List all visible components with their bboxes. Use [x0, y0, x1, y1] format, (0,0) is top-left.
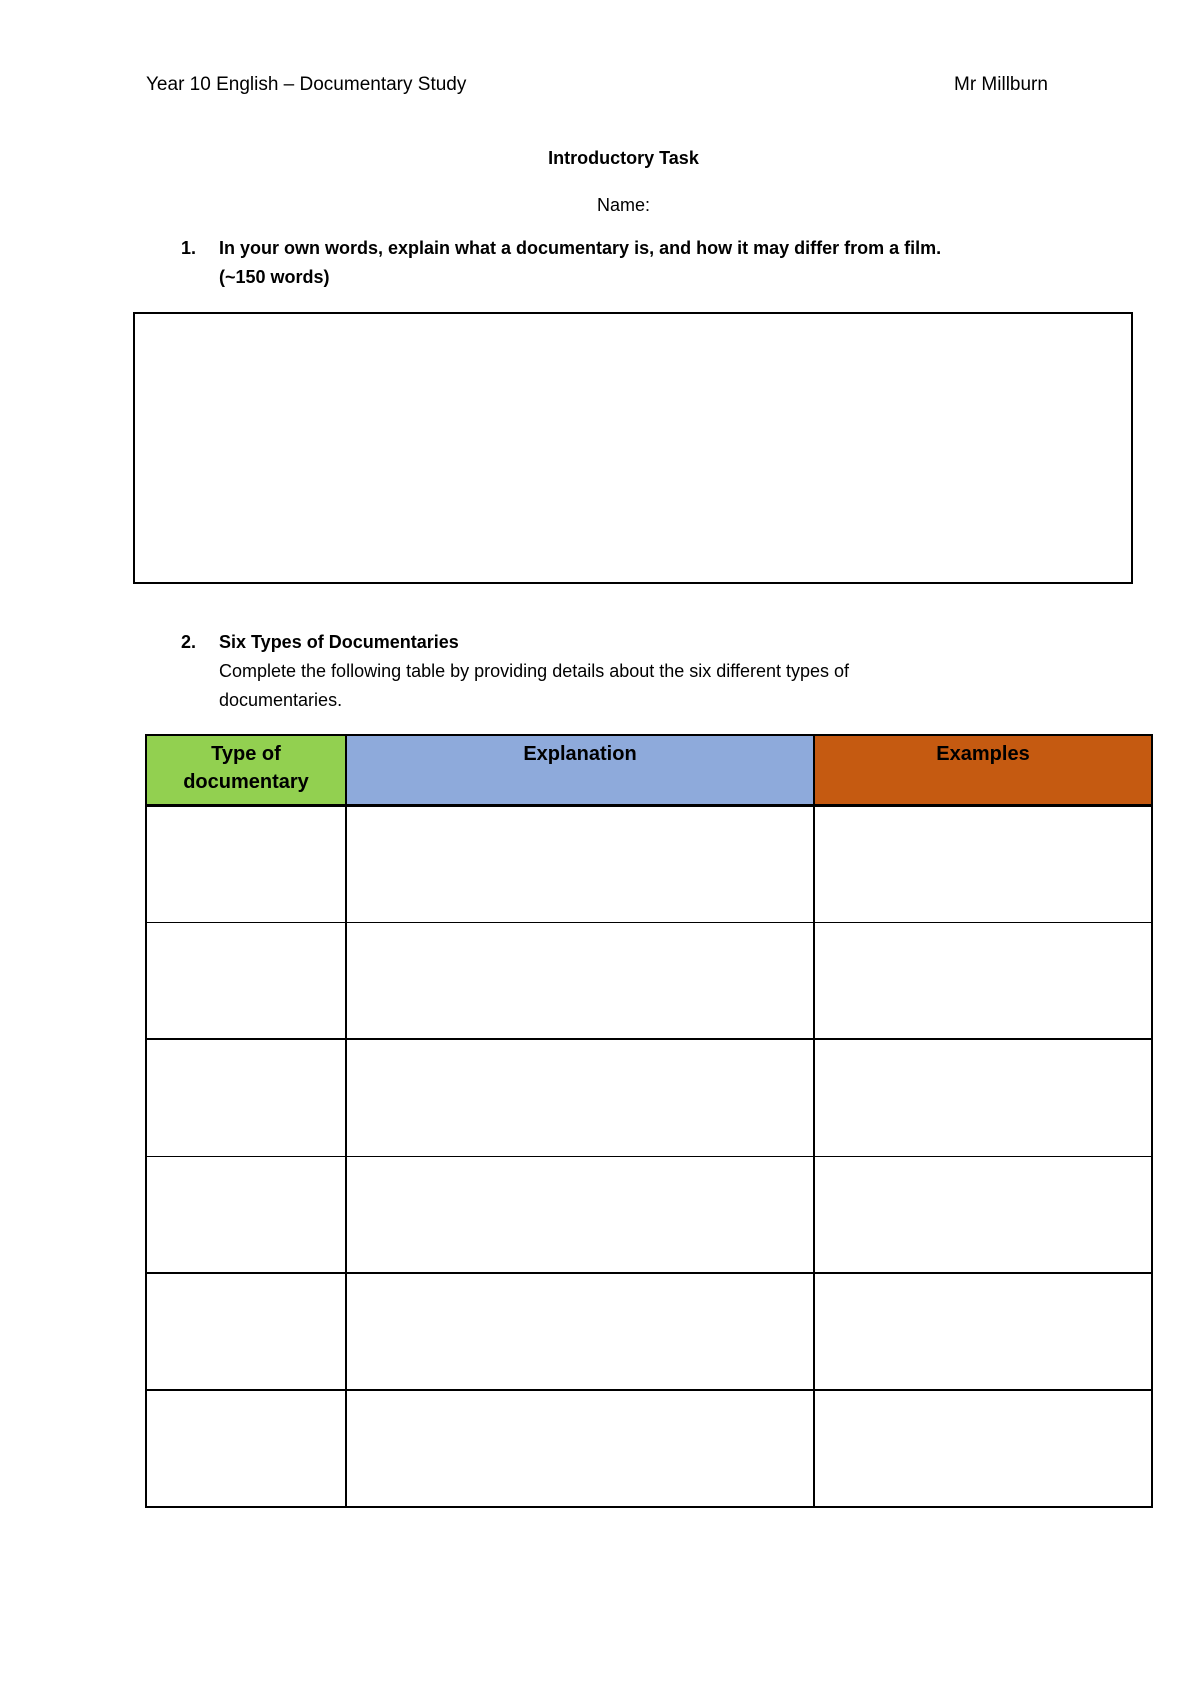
examples-cell[interactable] — [814, 922, 1152, 1039]
header-course-title: Year 10 English – Documentary Study — [146, 74, 467, 95]
question-2-prompt — [219, 628, 1039, 715]
header-type-line-1: Type of — [211, 743, 281, 765]
table-row — [146, 1039, 1152, 1156]
question-2-line-1: Complete the following table by providing details about the six different types of — [219, 661, 850, 681]
question-2-number: 2. — [181, 632, 197, 652]
explanation-cell[interactable] — [346, 1156, 814, 1273]
type-cell[interactable] — [146, 1039, 346, 1156]
page-title: Introductory Task — [548, 148, 699, 168]
table-row — [146, 805, 1152, 922]
question-2-line-2: documentaries. — [219, 690, 343, 710]
table-row — [146, 1273, 1152, 1390]
examples-cell[interactable] — [814, 1273, 1152, 1390]
examples-cell[interactable] — [814, 805, 1152, 922]
explanation-cell[interactable] — [346, 1390, 814, 1507]
header-examples: Examples — [814, 735, 1152, 805]
examples-cell[interactable] — [814, 1156, 1152, 1273]
type-cell[interactable] — [146, 922, 346, 1039]
explanation-cell[interactable] — [346, 1039, 814, 1156]
name-label: Name: — [596, 195, 650, 215]
type-cell[interactable] — [146, 805, 346, 922]
header-type-line-2: documentary — [183, 771, 309, 793]
table-row — [146, 1156, 1152, 1273]
header-explanation: Explanation — [346, 735, 814, 805]
question-1-prompt — [219, 234, 1039, 292]
type-cell[interactable] — [146, 1156, 346, 1273]
type-cell[interactable] — [146, 1273, 346, 1390]
question-2-heading: Six Types of Documentaries — [219, 632, 459, 652]
type-cell[interactable] — [146, 1390, 346, 1507]
header-type-of-documentary — [146, 735, 346, 805]
explanation-cell[interactable] — [346, 1273, 814, 1390]
explanation-cell[interactable] — [346, 805, 814, 922]
examples-cell[interactable] — [814, 1039, 1152, 1156]
table-row — [146, 1390, 1152, 1507]
explanation-cell[interactable] — [346, 922, 814, 1039]
question-1-answer-box[interactable] — [133, 312, 1133, 584]
header-teacher-name: Mr Millburn — [954, 74, 1048, 95]
question-1-line-2: (~150 words) — [219, 267, 330, 287]
question-1-line-1: In your own words, explain what a documentary is, and how it may differ from a film. — [219, 238, 942, 258]
table-row — [146, 922, 1152, 1039]
examples-cell[interactable] — [814, 1390, 1152, 1507]
table-header-row — [146, 735, 1152, 805]
question-1-number: 1. — [181, 238, 197, 258]
documentary-types-table — [145, 734, 1153, 1508]
